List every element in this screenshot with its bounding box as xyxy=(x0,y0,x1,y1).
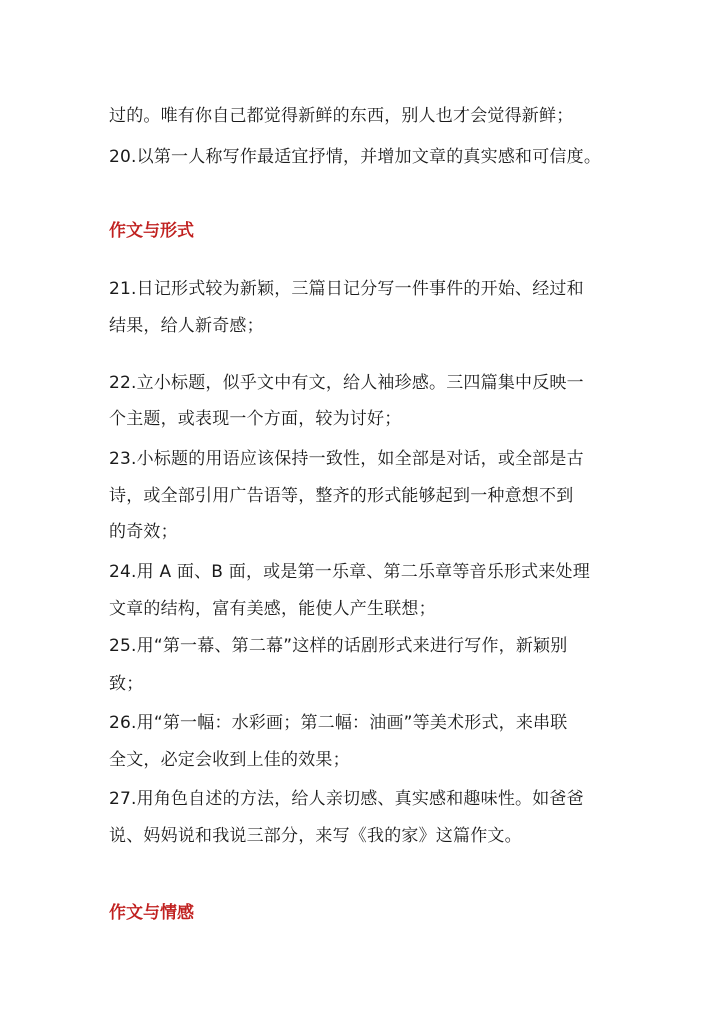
item-22-line-1: 22.立小标题，似乎文中有文，给人袖珍感。三四篇集中反映一 xyxy=(109,373,584,393)
item-24-line-1: 24.用 A 面、B 面，或是第一乐章、第二乐章等音乐形式来处理 xyxy=(109,562,590,582)
item-23-line-1: 23.小标题的用语应该保持一致性，如全部是对话，或全部是古 xyxy=(109,449,584,469)
intro-line-1: 过的。唯有你自己都觉得新鲜的东西，别人也才会觉得新鲜； xyxy=(109,106,574,126)
item-25-line-1: 25.用“第一幕、第二幕”这样的话剧形式来进行写作，新颖别 xyxy=(109,636,568,656)
item-26-line-1: 26.用“第一幅：水彩画；第二幅：油画”等美术形式，来串联 xyxy=(109,713,568,733)
item-21-line-1: 21.日记形式较为新颖，三篇日记分写一件事件的开始、经过和 xyxy=(109,279,584,299)
item-27-line-2: 说、妈妈说和我说三部分，来写《我的家》这篇作文。 xyxy=(109,826,522,846)
section-heading-emotion: 作文与情感 xyxy=(109,903,194,923)
item-23-line-3: 的奇效； xyxy=(109,522,178,542)
item-24-line-2: 文章的结构，富有美感，能使人产生联想； xyxy=(109,599,436,619)
item-22-line-2: 个主题，或表现一个方面，较为讨好； xyxy=(109,409,402,429)
item-27-line-1: 27.用角色自述的方法，给人亲切感、真实感和趣味性。如爸爸 xyxy=(109,789,584,809)
section-heading-form: 作文与形式 xyxy=(109,221,194,241)
item-23-line-2: 诗，或全部引用广告语等，整齐的形式能够起到一种意想不到 xyxy=(109,486,574,506)
item-26-line-2: 全文，必定会收到上佳的效果； xyxy=(109,750,350,770)
item-25-line-2: 致； xyxy=(109,674,144,694)
intro-line-2: 20.以第一人称写作最适宜抒情，并增加文章的真实感和可信度。 xyxy=(109,147,602,167)
item-21-line-2: 结果，给人新奇感； xyxy=(109,316,264,336)
